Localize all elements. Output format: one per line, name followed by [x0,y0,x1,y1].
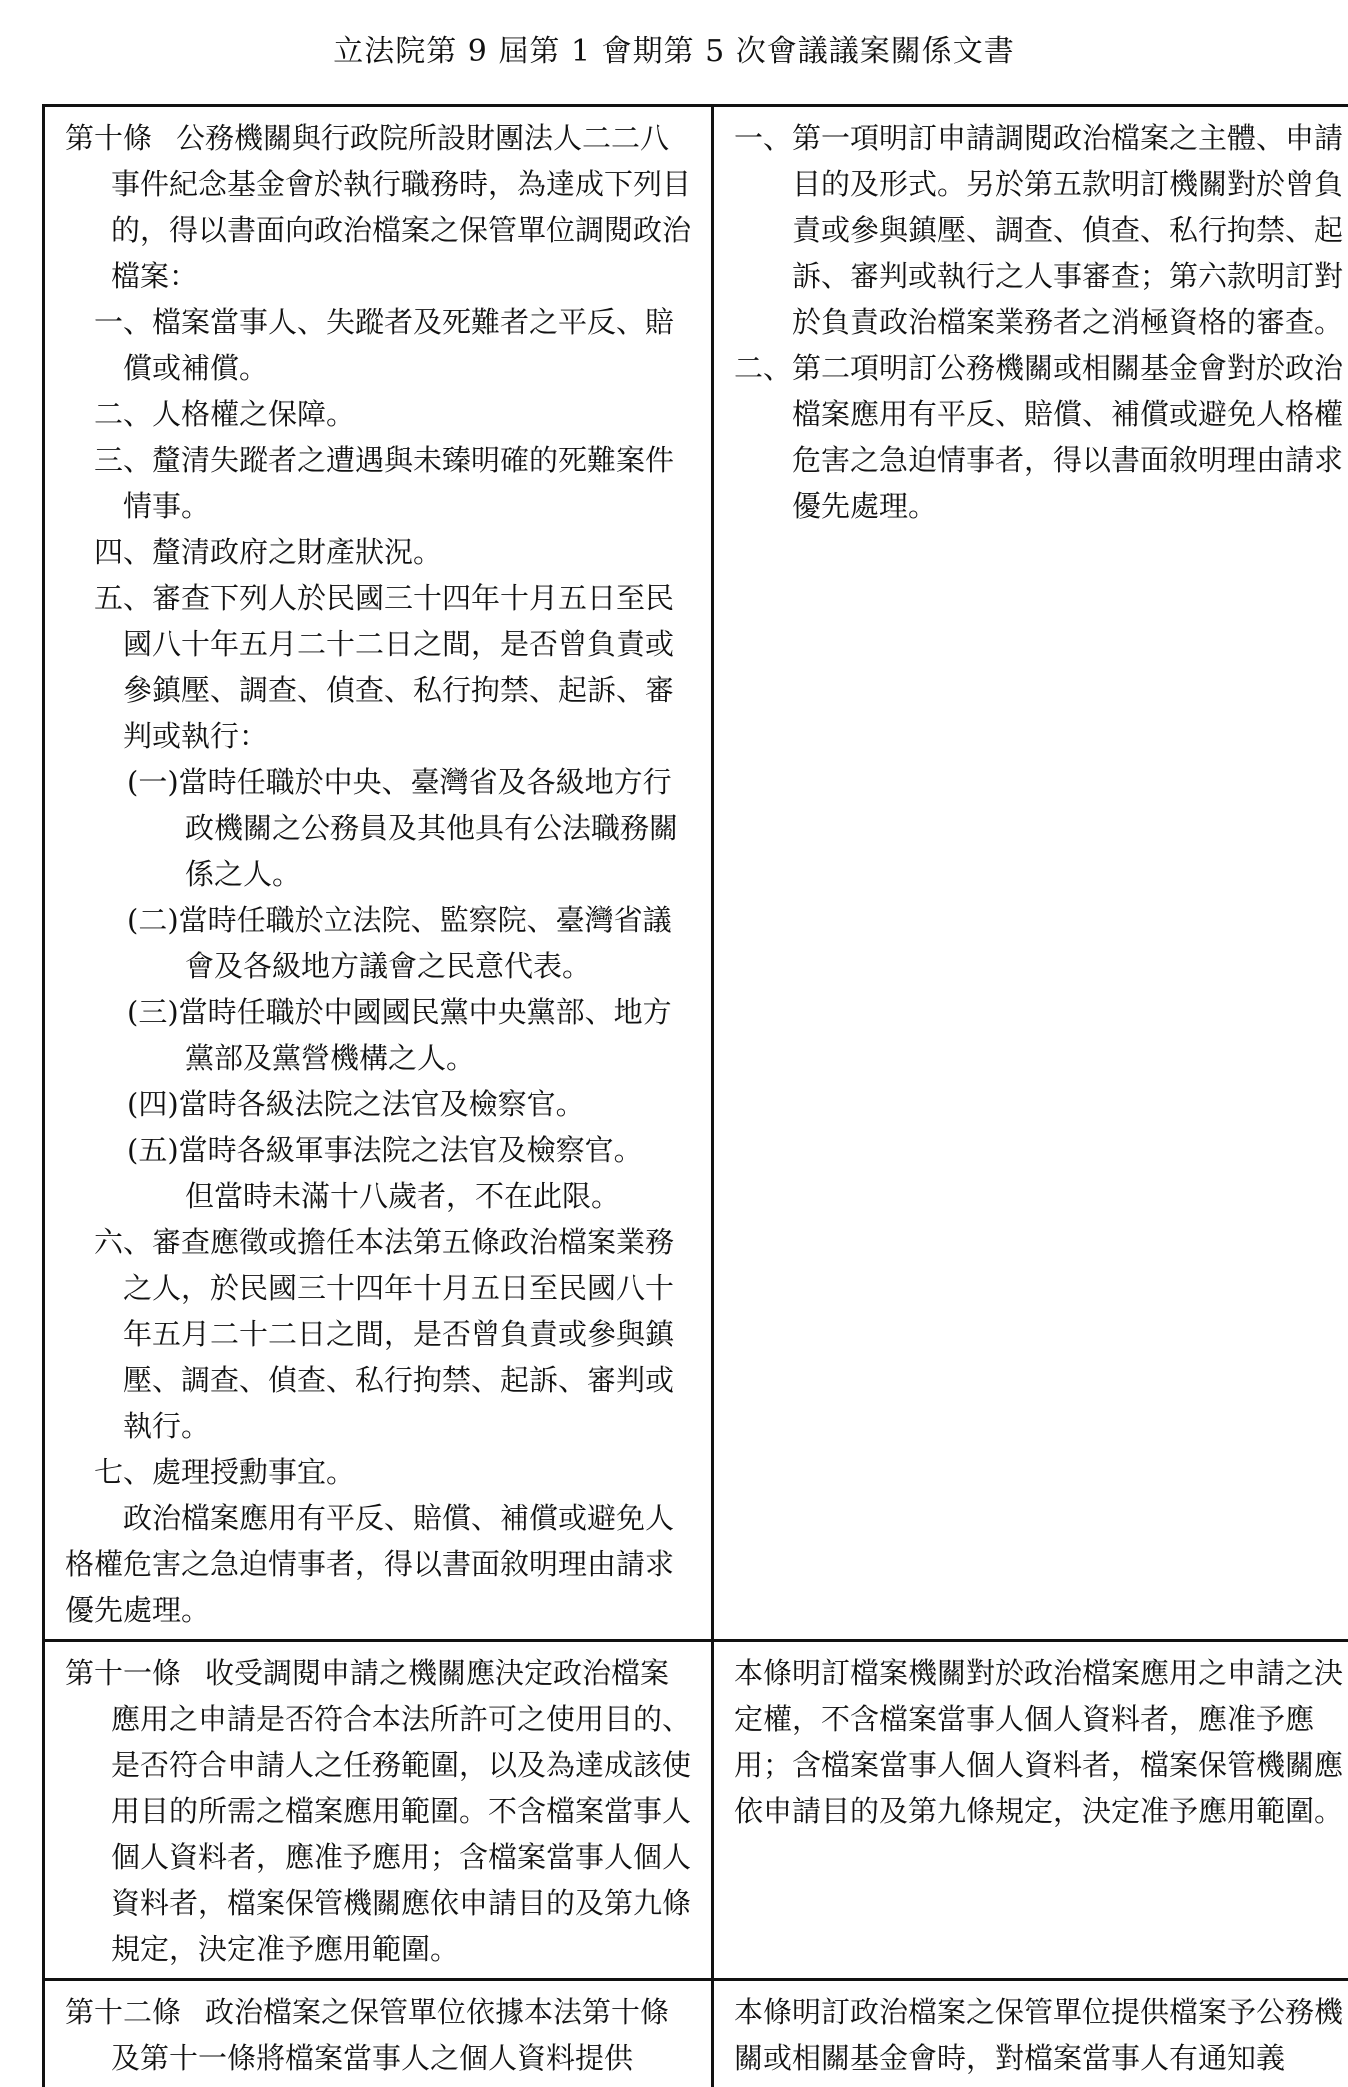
article-number: 第十條 [65,121,152,155]
article-text: 收受調閱申請之機關應決定政治檔案應用之申請是否符合本法所許可之使用目的、是否符合申請人之任務範圍，以及為達成該使用目的所需之檔案應用範圍。不含檔案當事人個人資料者，應准予應用；含檔案當事人個人資料者，檔案保管機關應依申請目的及第九條規定，決定准予應用範圍。 [111,1656,691,1966]
article-12-body [65,1989,693,2081]
article-10-item-3: 三、釐清失蹤者之遭遇與未臻明確的死難案件情事。 [65,437,693,529]
article-10-sub-item-3: (三)當時任職於中國國民黨中央黨部、地方黨部及黨營機構之人。 [65,989,693,1081]
table-row-article-10 [44,106,1348,1641]
article-11-explanation-cell [713,1641,1348,1980]
explanation-item-2: 二、第二項明訂公務機關或相關基金會對於政治檔案應用有平反、賠償、補償或避免人格權危害之急迫情事者，得以書面敘明理由請求優先處理。 [734,345,1348,529]
article-10-sub-item-2: (二)當時任職於立法院、監察院、臺灣省議會及各級地方議會之民意代表。 [65,897,693,989]
article-11-text-cell [44,1641,713,1980]
explanation-text: 本條明訂檔案機關對於政治檔案應用之申請之決定權，不含檔案當事人個人資料者，應准予應用；含檔案當事人個人資料者，檔案保管機關應依申請目的及第九條規定，決定准予應用範圍。 [734,1650,1348,1834]
page-header: 立法院第 9 屆第 1 會期第 5 次會議議案關係文書 [0,34,1348,70]
table-row-article-11 [44,1641,1348,1980]
article-10-proviso: 但當時未滿十八歲者，不在此限。 [65,1173,693,1219]
article-10-item-7: 七、處理授勳事宜。 [65,1449,693,1495]
article-10-body [65,115,693,299]
article-10-closing-paragraph: 政治檔案應用有平反、賠償、補償或避免人格權危害之急迫情事者，得以書面敘明理由請求優先處理。 [65,1495,693,1633]
article-10-item-4: 四、釐清政府之財產狀況。 [65,529,693,575]
article-text: 政治檔案之保管單位依據本法第十條及第十一條將檔案當事人之個人資料提供 [111,1995,669,2075]
explanation-item-1: 一、第一項明訂申請調閱政治檔案之主體、申請目的及形式。另於第五款明訂機關對於曾負責或參與鎮壓、調查、偵查、私行拘禁、起訴、審判或執行之人事審查；第六款明訂對於負責政治檔案業務者之消極資格的審查。 [734,115,1348,345]
explanation-text: 本條明訂政治檔案之保管單位提供檔案予公務機關或相關基金會時，對檔案當事人有通知義 [734,1989,1348,2081]
article-11-body [65,1650,693,1972]
article-10-item-5: 五、審查下列人於民國三十四年十月五日至民國八十年五月二十二日之間，是否曾負責或參鎮壓、調查、偵查、私行拘禁、起訴、審判或執行： [65,575,693,759]
article-10-sub-item-5: (五)當時各級軍事法院之法官及檢察官。 [65,1127,693,1173]
article-comparison-table [42,104,1348,2087]
article-10-sub-item-1: (一)當時任職於中央、臺灣省及各級地方行政機關之公務員及其他具有公法職務關係之人。 [65,759,693,897]
article-10-item-1: 一、檔案當事人、失蹤者及死難者之平反、賠償或補償。 [65,299,693,391]
article-number: 第十一條 [65,1656,181,1690]
article-number: 第十二條 [65,1995,181,2029]
article-text: 公務機關與行政院所設財團法人二二八事件紀念基金會於執行職務時，為達成下列目的，得以書面向政治檔案之保管單位調閱政治檔案： [111,121,691,293]
article-10-item-2: 二、人格權之保障。 [65,391,693,437]
article-12-explanation-cell [713,1980,1348,2087]
table-row-article-12 [44,1980,1348,2087]
article-10-sub-item-4: (四)當時各級法院之法官及檢察官。 [65,1081,693,1127]
article-12-text-cell [44,1980,713,2087]
article-10-text-cell [44,106,713,1641]
article-10-item-6: 六、審查應徵或擔任本法第五條政治檔案業務之人，於民國三十四年十月五日至民國八十年五月二十二日之間，是否曾負責或參與鎮壓、調查、偵查、私行拘禁、起訴、審判或執行。 [65,1219,693,1449]
article-10-explanation-cell [713,106,1348,1641]
